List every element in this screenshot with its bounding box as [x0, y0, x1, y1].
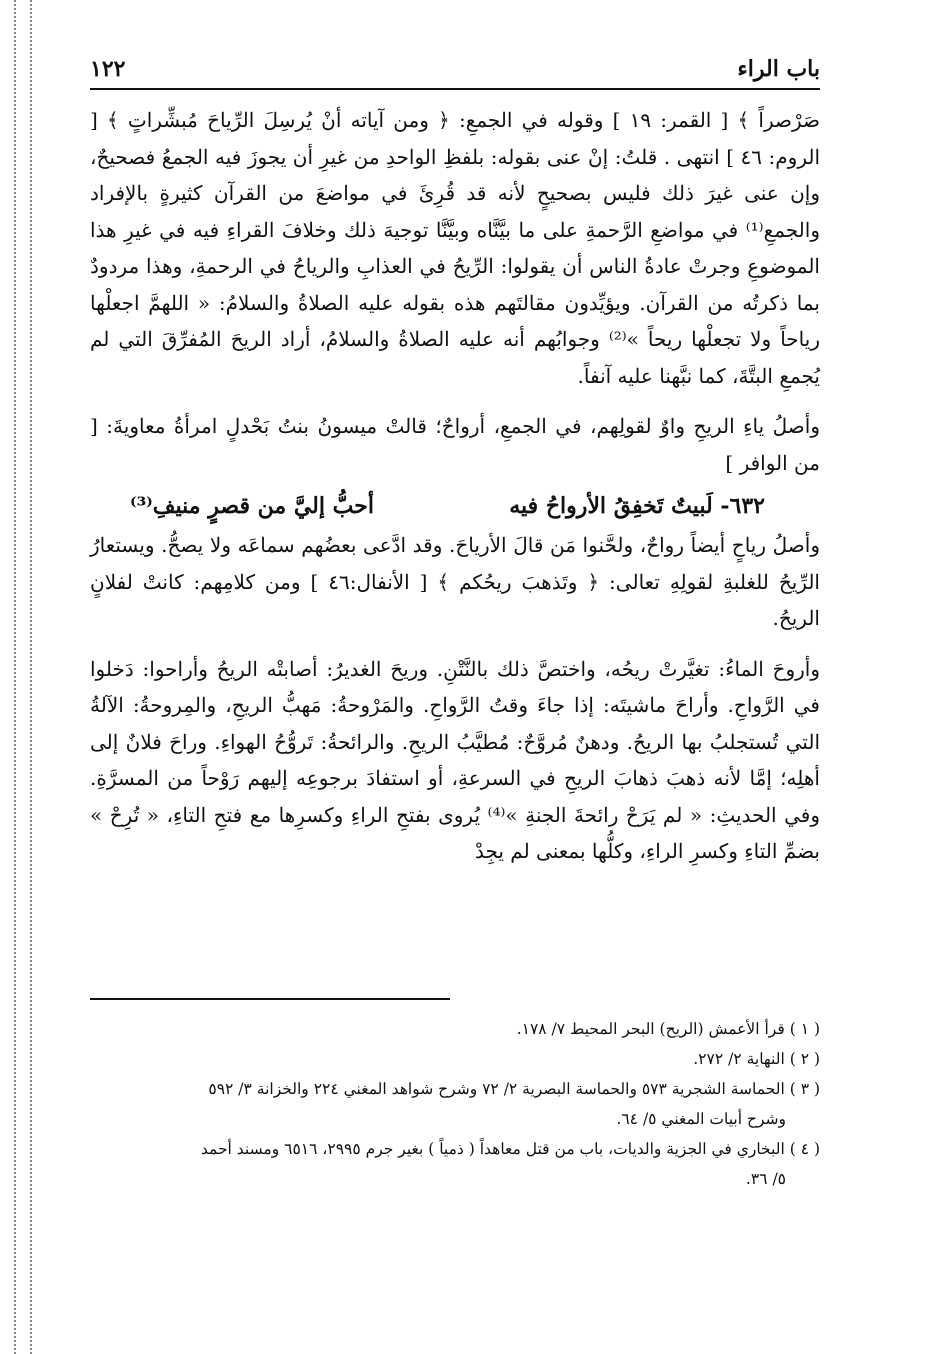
footnote	[90, 1134, 820, 1194]
footnote-text: الحماسة الشجرية ٥٧٣ والحماسة البصرية ٢/ ٧٢ وشرح شواهد المغني ٢٢٤ والخزانة ٣/ ٥٩٢	[208, 1079, 785, 1098]
page-number: ١٢٢	[90, 56, 126, 82]
book-page	[90, 52, 820, 1194]
footnote	[90, 1014, 820, 1044]
chapter-title: باب الراء	[737, 56, 820, 82]
verse-first-hemistich: ٦٣٢- لَبيتٌ تَخفِقُ الأرواحُ فيه	[509, 493, 765, 519]
footnote-text: البخاري في الجزية والديات، باب من قتل معاهداً ( ذمياً ) بغير جرم ٢٩٩٥، ٦٥١٦ ومسند أحمد	[200, 1139, 785, 1158]
footnote-continuation: وشرح أبيات المغني ٥/ ٦٤.	[616, 1109, 786, 1128]
footnote-continuation: ٥/ ٣٦.	[745, 1169, 786, 1188]
left-margin-dots	[14, 0, 16, 1354]
footnote-number: ( ٤ )	[789, 1139, 820, 1158]
paragraph-2: وأصلُ ياءِ الريحِ واوٌ لقولِهم، في الجمعِ، أرواحٌ؛ قالتْ ميسونُ بنتُ بَحْدلٍ امرأةُ معاويةَ: [ من الوافر ]	[90, 414, 820, 475]
page-header	[90, 52, 820, 90]
paragraph-4: وأروحَ الماءُ: تغيَّرتْ ريحُه، واختصَّ ذلك بالنَّتْنِ. وريحَ الغديرُ: أصابتْه الريحُ وأراحوا: دَخلوا في الرَّواحِ. وأراحَ ماشيتَه: إذا جاءَ وقتُ الرَّواحِ. والمَرْوحةُ: مَهبُّ الريحِ، والمِروحةُ: الآلةُ التي تُستجلبُ بها الريحُ. ودهنٌ مُروَّحٌ: مُطيَّبُ الريحِ. والرائحةُ: تَروُّحُ الهواءِ. وراحَ فلانٌ إلى أهلِه؛ إمَّا لأنه ذهبَ ذهابَ الريحِ في السرعةِ، أو استفادَ برجوعِه إليهم رَوْحاً من المسرَّةِ. وفي الحديثِ: « لم يَرَحْ رائحةَ الجنةِ »⁽⁴⁾ يُروى بفتحِ الراءِ وكسرِها مع فتحِ التاءِ، « تُرِحْ » بضمِّ التاءِ وكسرِ الراءِ، وكلُّها بمعنى لم يجِدْ	[90, 656, 820, 863]
paragraph-3: وأصلُ رياحٍ أيضاً رواحٌ، ولحَّنوا مَن قالَ الأرياحَ. وقد ادَّعى بعضُهم سماعَه ولا يصحُّ. ويستعارُ الرِّيحُ للغلبةِ لقولِهِ تعالى: ﴿ وتَذهبَ ريحُكم ﴾ [ الأنفال:٤٦ ] ومن كلامِهم: كانتْ لفلانٍ الريحُ.	[90, 533, 820, 630]
footnote-separator	[90, 998, 450, 1000]
verse-second-hemistich: أحبُّ إليَّ من قصرٍ منيفِ⁽³⁾	[130, 493, 374, 519]
poetry-verse	[130, 493, 765, 519]
footnote-text: النهاية ٢/ ٢٧٢.	[693, 1049, 785, 1068]
footnote-number: ( ١ )	[789, 1019, 820, 1038]
footnote	[90, 1044, 820, 1074]
footnote-number: ( ٣ )	[789, 1079, 820, 1098]
footnote-text: قرأ الأعمش (الريح) البحر المحيط ٧/ ١٧٨.	[516, 1019, 785, 1038]
footnote-number: ( ٢ )	[789, 1049, 820, 1068]
left-margin-dots-inner	[30, 0, 32, 1354]
paragraph-1: صَرْصراً ﴾ [ القمر: ١٩ ] وقوله في الجمعِ: ﴿ ومن آياته أنْ يُرسِلَ الرِّياحَ مُبشِّراتٍ ﴾ [ الروم: ٤٦ ] انتهى . قلتُ: إنْ عنى بقوله: بلفظِ الواحدِ من غيرِ أن يجوزَ فيه الجمعُ فصحيحٌ، وإن عنى غيرَ ذلك فليس بصحيحٍ لأنه قد قُرِئَ في مواضعَ من القرآن كثيرةٍ بالإفراد والجمعِ⁽¹⁾ في مواضعِ الرَّحمةِ على ما بيَّنَّاه وبيَّنَّا توجيهَ ذلك وخلافَ القراءِ فيه في غيرِ هذا الموضوعِ وجرتْ عادةُ الناس أن يقولوا: الرِّيحُ في العذابِ والرياحُ في الرحمةِ، وهذا مردودٌ بما ذكرتُه من القرآن. ويؤيِّدون مقالتَهم هذه بقوله عليه الصلاةُ والسلامُ: « اللهمَّ اجعلْها رياحاً ولا تجعلْها ريحاً »⁽²⁾ وجوابُهم أنه عليه الصلاةُ والسلامُ، أراد الريحَ المُفرِّقَ التي لم يُجمعِ البتَّةَ، كما نبَّهنا عليه آنفاً.	[90, 108, 821, 388]
footnote	[90, 1074, 820, 1134]
